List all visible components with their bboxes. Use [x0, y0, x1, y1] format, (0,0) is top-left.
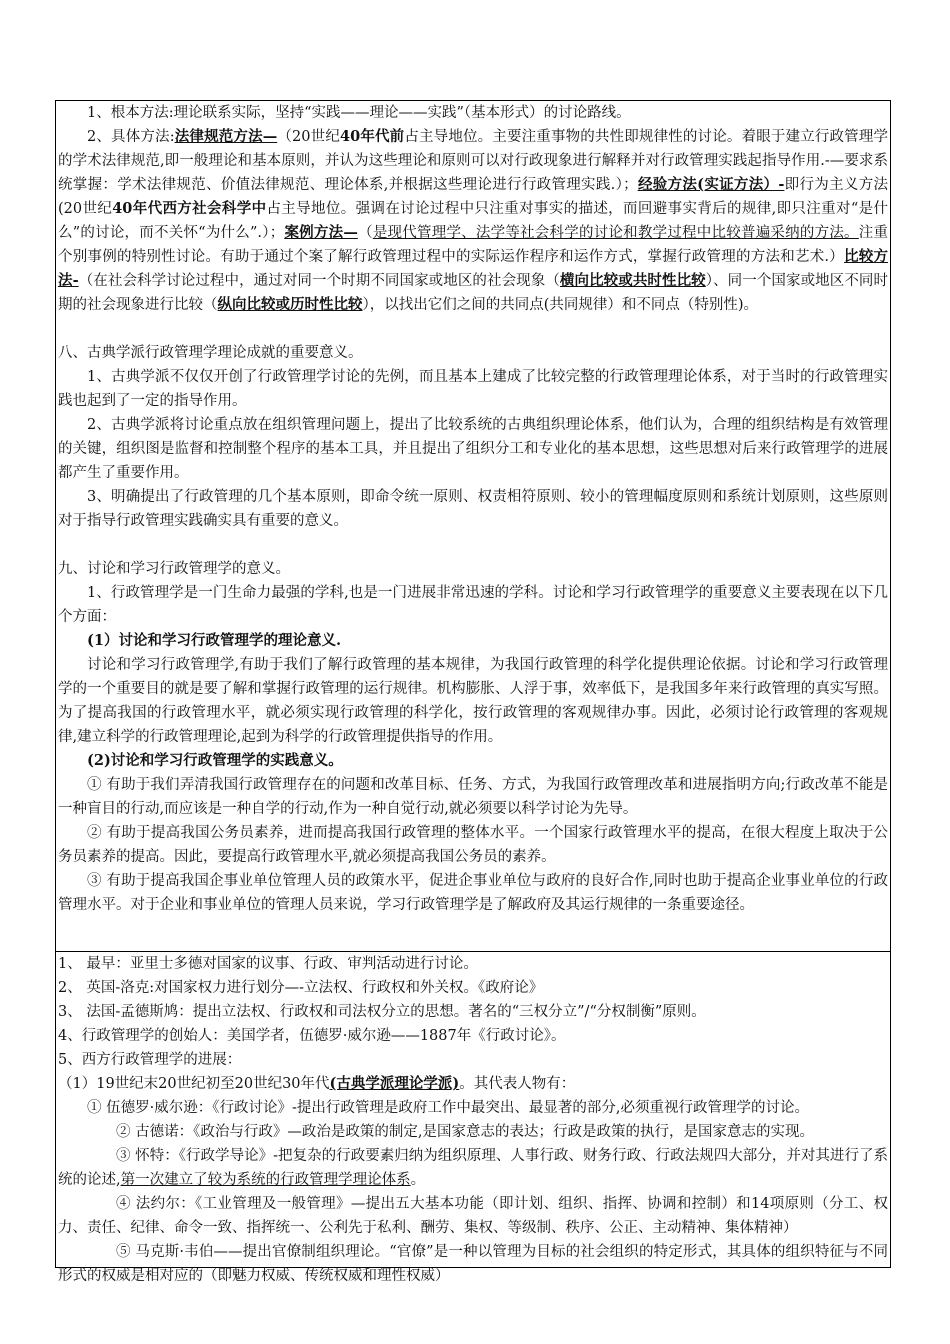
empirical-method-label: 经验方法(实证方法）- — [637, 176, 785, 193]
history-weber: ⑤ 马克斯·韦伯——提出官僚制组织理论。“官僚”是一种以管理为目标的社会组织的特定形式，其具体的组织特征与不同形式的权威是相对应的（即魅力权威、传统权威和理性权威） — [58, 1244, 888, 1284]
case-method-label: 案例方法— — [284, 224, 358, 241]
history-line-2: 2、 英国-洛克:对国家权力进行划分—-立法权、行政权和外关权。《政府论》 — [58, 980, 544, 996]
section9-point-2: ② 有助于提高我国公务员素养，进而提高我国行政管理的整体水平。一个国家行政管理水平的提高，在很大程度上取决于公务员素养的提高。因此，要提高行政管理水平,就必须提高我国公务员的素养。 — [58, 825, 888, 865]
classical-school-label: (古典学派理论学派) — [329, 1075, 460, 1092]
section9-heading-theory: (1）讨论和学习行政管理学的理论意义. — [87, 632, 341, 649]
section8-paragraph-2: 2、古典学派将讨论重点放在组织管理问题上，提出了比较系统的古典组织理论体系，他们认为，合理的组织结构是有效管理的关键，组织图是监督和控制整个程序的基本工具，并且提出了组织分工和专业化的基本思想，这些思想对后来行政管理学的进展都产生了重要作用。 — [58, 417, 888, 481]
history-line-4: 4、行政管理学的创始人：美国学者，伍德罗·威尔逊——1887年《行政讨论》。 — [58, 1028, 566, 1044]
section8-paragraph-3: 3、明确提出了行政管理的几个基本原则，即命令统一原则、权责相符原则、较小的管理幅度原则和系统计划原则，这些原则对于指导行政管理实践确实具有重要的意义。 — [58, 489, 888, 529]
history-line-3: 3、 法国-孟德斯鸠：提出立法权、行政权和司法权分立的思想。著名的“三权分立”/“分权制衡”原则。 — [58, 1004, 706, 1020]
method-paragraph-1: 1、根本方法:理论联系实际，坚持“实践——理论——实践”（基本形式）的讨论路线。 — [87, 105, 631, 121]
history-white: ③ 怀特：《行政学导论》-把复杂的行政要素归纳为组织原理、人事行政、财务行政、行政法规四大部分，并对其进行了系统的论述,第一次建立了较为系统的行政管理学理论体系。 — [58, 1148, 888, 1188]
document-page — [55, 100, 891, 1284]
legal-norm-method-label: 法律规范方法— — [174, 128, 278, 145]
notes-box-upper — [55, 100, 891, 952]
history-wilson: ① 伍德罗·威尔逊：《行政讨论》-提出行政管理是政府工作中最突出、最显著的部分,必须重视行政管理学的讨论。 — [87, 1100, 809, 1116]
history-fayol: ④ 法约尔：《工业管理及一般管理》—提出五大基本功能（即计划、组织、指挥、协调和控制）和14项原则（分工、权力、责任、纪律、命令一致、指挥统一、公利先于私利、酬劳、集权、等级制、秩序、公正、主动精神、集体精神） — [58, 1196, 888, 1236]
section9-paragraph-2: 讨论和学习行政管理学,有助于我们了解行政管理的基本规律，为我国行政管理的科学化提供理论依据。讨论和学习行政管理学的一个重要目的就是要了解和掌握行政管理的运行规律。机构膨胀、人浮于事，效率低下，是我国多年来行政管理的真实写照。为了提高我国的行政管理水平，就必须实现行政管理的科学化，按行政管理的客观规律办事。因此，必须讨论行政管理的客观规律,建立科学的行政管理理论,起到为科学的行政管理提供指导的作用。 — [58, 657, 888, 745]
history-line-6: （1）19世纪末20世纪初至20世纪30年代(古典学派理论学派)。其代表人物有： — [58, 1075, 576, 1092]
method-paragraph-2: 2、具体方法:法律规范方法—（20世纪40年代前占主导地位。主要注重事物的共性即规律性的讨论。着眼于建立行政管理学的学术法律规范,即一般理论和基本原则，并认为这些理论和原则可以对行政现象进行解释并对行政管理实践起指导作用.-—要求系统掌握：学术法律规范、价值法律规范、理论体系,并根据这些理论进行行政管理实践.）；经验方法(实证方法）-即行为主义方法(20世纪40年代西方社会科学中占主导地位。强调在讨论过程中只注重对事实的描述，而回避事实背后的规律,即只注重对“是什么”的讨论，而不关怀“为什么”.）；案例方法—（是现代管理学、法学等社会科学的讨论和教学过程中比较普遍采纳的方法。注重个别事例的特别性讨论。有助于通过个案了解行政管理过程中的实际运作程序和运作方式，掌握行政管理的方法和艺术.）比较方法-（在社会科学讨论过程中，通过对同一个时期不同国家或地区的社会现象（横向比较或共时性比较）、同一个国家或地区不同时期的社会现象进行比较（纵向比较或历时性比较），以找出它们之间的共同点(共同规律）和不同点（特别性)。 — [58, 128, 889, 313]
section9-point-1: ① 有助于我们弄清我国行政管理存在的问题和改革目标、任务、方式，为我国行政管理改革和进展指明方向;行政改革不能是一种盲目的行动,而应该是一种自学的行动,作为一种自觉行动,就必须要以科学讨论为先导。 — [58, 777, 888, 817]
history-line-1: 1、 最早：亚里士多德对国家的议事、行政、审判活动进行讨论。 — [58, 956, 478, 972]
history-goodnow: ② 古德诺：《政治与行政》—政治是政策的制定,是国家意志的表达；行政是政策的执行，是国家意志的实现。 — [116, 1124, 814, 1140]
history-line-5: 5、西方行政管理学的进展： — [58, 1052, 242, 1068]
section9-heading-practice: (2)讨论和学习行政管理学的实践意义。 — [87, 752, 343, 769]
comparative-method-label: 比较方法- — [58, 248, 889, 289]
horizontal-comparison: 横向比较或共时性比较 — [559, 272, 706, 289]
section9-paragraph-1: 1、行政管理学是一门生命力最强的学科,也是一门进展非常迅速的学科。讨论和学习行政管理学的重要意义主要表现在以下几个方面： — [58, 585, 888, 625]
section8-paragraph-1: 1、古典学派不仅仅开创了行政管理学讨论的先例，而且基本上建成了比较完整的行政管理理论体系，对于当时的行政管理实践也起到了一定的指导作用。 — [58, 369, 888, 409]
vertical-comparison: 纵向比较或历时性比较 — [217, 296, 363, 313]
section9-point-3: ③ 有助于提高我国企事业单位管理人员的政策水平，促进企事业单位与政府的良好合作,同时也助于提高企业事业单位的行政管理水平。对于企业和事业单位的管理人员来说，学习行政管理学是了解政府及其运行规律的一条重要途径。 — [58, 873, 888, 913]
section8-title: 八、古典学派行政管理学理论成就的重要意义。 — [58, 345, 363, 361]
section9-title: 九、讨论和学习行政管理学的意义。 — [58, 561, 290, 577]
notes-box-lower — [55, 952, 891, 1284]
